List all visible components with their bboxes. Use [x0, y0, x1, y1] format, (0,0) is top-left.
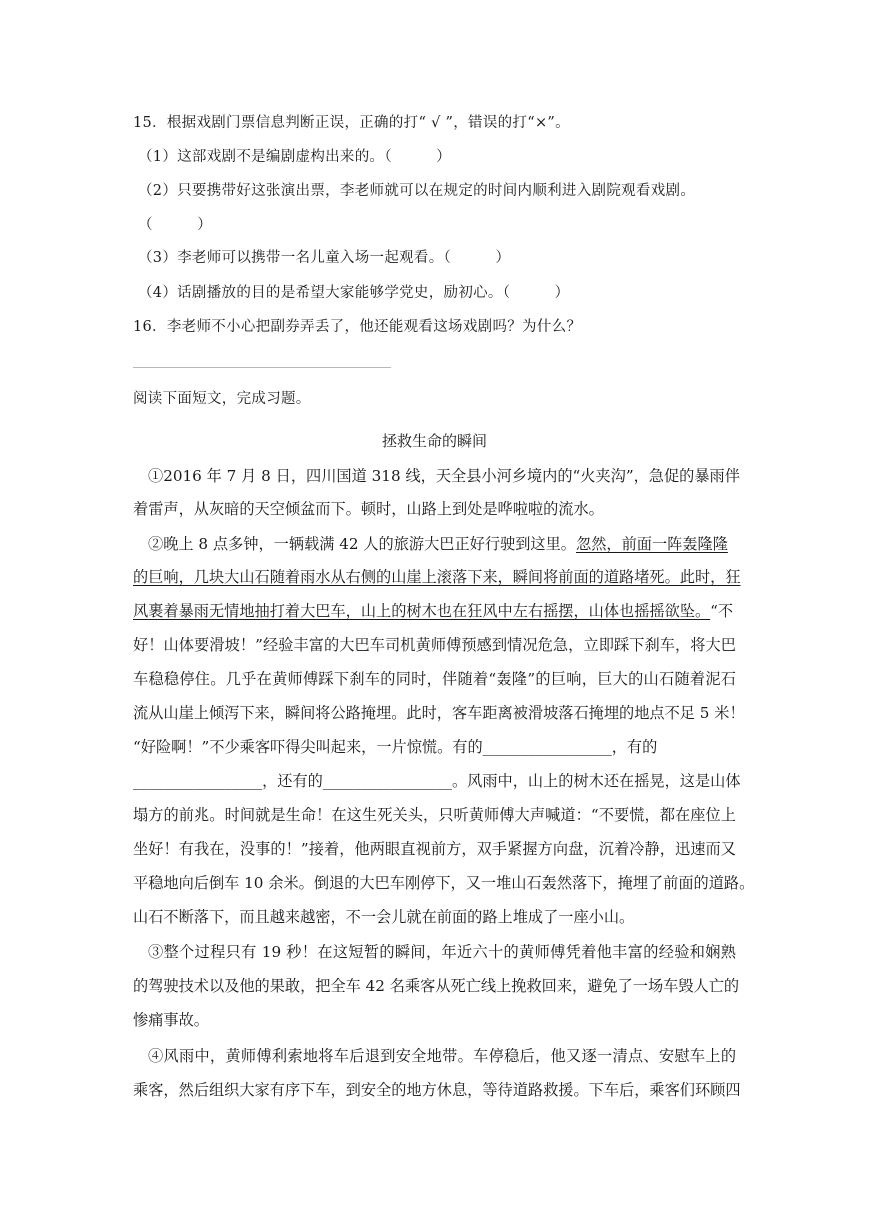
article-line: 流从山崖上倾泻下来，瞬间将公路掩埋。此时，客车距离被滑坡落石掩埋的地点不足 5 米！ [133, 704, 745, 722]
question-16-stem: 16．李老师不小心把副券弄丢了，他还能观看这场戏剧吗？为什么？ [133, 319, 582, 335]
article-line-with-blanks: _________________，还有的_________________。风雨中，山上的树木还在摇晃，这是山体 [133, 772, 741, 790]
question-15-item-2-answer-blank: （ ） [138, 217, 212, 233]
article-title: 拯救生命的瞬间 [381, 432, 487, 450]
answer-line [133, 367, 391, 368]
article-line-with-blanks: “好险啊！”不少乘客吓得尖叫起来，一片惊慌。有的_________________，有的 [133, 738, 658, 756]
article-line: 好！山体要滑坡！”经验丰富的大巴车司机黄师傅预感到情况危急，立即踩下刹车，将大巴 [133, 636, 736, 654]
article-line: ①2016 年 7 月 8 日，四川国道 318 线，天全县小河乡境内的“火夹沟”，急促的暴雨伴 [148, 467, 740, 485]
article-line: 惨痛事故。 [133, 1011, 209, 1029]
article-line: 塌方的前兆。时间就是生命！在这生死关头，只听黄师傅大声喊道：“不要慌，都在座位上 [133, 806, 736, 824]
article-line: ④风雨中，黄师傅利索地将车后退到安全地带。车停稳后，他又逐一清点、安慰车上的 [148, 1047, 736, 1065]
underlined-sentence: 忽然，前面一阵轰隆隆 [576, 535, 728, 553]
article-line: 山石不断落下，而且越来越密，不一会儿就在前面的路上堆成了一座小山。 [133, 908, 635, 926]
article-line: 平稳地向后倒车 10 余米。倒退的大巴车刚停下，又一堆山石轰然落下，掩埋了前面的道路。 [133, 874, 755, 892]
article-line: 着雷声，从灰暗的天空倾盆而下。顿时，山路上到处是哗啦啦的流水。 [133, 500, 604, 518]
article-line: 坐好！有我在，没事的！”接着，他两眼直视前方，双手紧握方向盘，沉着冷静，迅速而又 [133, 840, 736, 858]
article-line [148, 534, 728, 554]
article-line: 车稳稳停住。几乎在黄师傅踩下刹车的同时，伴随着“轰隆”的巨响，巨大的山石随着泥石 [133, 670, 736, 688]
question-15-stem: 15．根据戏剧门票信息判断正误，正确的打“ √ ”，错误的打“×”。 [133, 115, 570, 131]
paragraph-2-start: ②晚上 8 点多钟，一辆载满 42 人的旅游大巴正好行驶到这里。 [148, 535, 576, 553]
article-line: 的驾驶技术以及他的果敢，把全车 42 名乘客从死亡线上挽救回来，避免了一场车毁人亡的 [133, 977, 740, 995]
article-line: 乘客，然后组织大家有序下车，到安全的地方休息，等待道路救援。下车后，乘客们环顾四 [133, 1081, 741, 1099]
question-15-item-3: （3）李老师可以携带一名儿童入场一起观看。（ ） [138, 250, 511, 266]
article-line: ③整个过程只有 19 秒！在这短暂的瞬间，年近六十的黄师傅凭着他丰富的经验和娴熟 [148, 943, 736, 961]
question-15-item-4: （4）话剧播放的目的是希望大家能够学党史，励初心。（ ） [138, 285, 570, 301]
underlined-sentence: 的巨响，几块大山石随着雨水从右侧的山崖上滚落下来，瞬间将前面的道路堵死。此时，狂 [133, 568, 741, 586]
question-15-item-2: （2）只要携带好这张演出票，李老师就可以在规定的时间内顺利进入剧院观看戏剧。 [138, 183, 696, 199]
article-text: “不 [710, 602, 734, 620]
question-15-item-1: （1）这部戏剧不是编剧虚构出来的。（ ） [138, 149, 452, 165]
article-line [133, 601, 733, 621]
underlined-sentence: 风裹着暴雨无情地抽打着大巴车，山上的树木也在狂风中左右摇摆，山体也摇摇欲坠。 [133, 602, 711, 620]
reading-instruction: 阅读下面短文，完成习题。 [133, 391, 311, 407]
